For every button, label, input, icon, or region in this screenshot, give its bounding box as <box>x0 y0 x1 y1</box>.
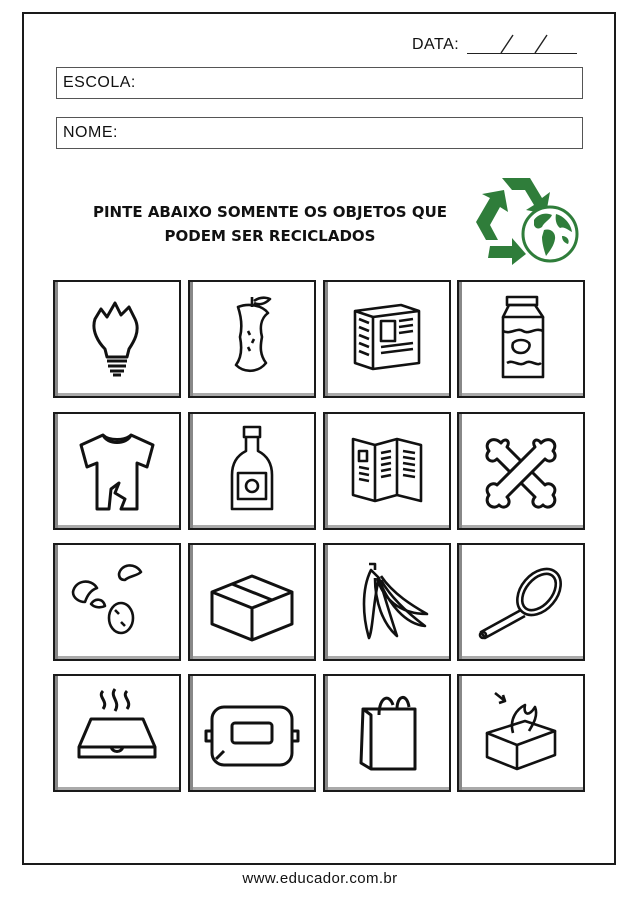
apple-core-icon <box>204 291 300 387</box>
grid-cell-pamphlet[interactable] <box>323 412 451 530</box>
newspaper-icon <box>339 291 435 387</box>
grid-cell-tissue-box[interactable] <box>457 674 585 792</box>
bone-icon <box>473 423 569 519</box>
instruction-line-2: PODEM SER RECICLADOS <box>164 227 376 245</box>
name-label: NOME: <box>63 124 118 141</box>
shopping-bag-icon <box>339 685 435 781</box>
banana-peel-icon <box>339 554 435 650</box>
instruction-line-1: PINTE ABAIXO SOMENTE OS OBJETOS QUE <box>92 203 448 221</box>
torn-shirt-icon <box>69 423 165 519</box>
grid-cell-hand-mirror[interactable] <box>457 543 585 661</box>
grid-cell-plastic-container[interactable] <box>188 674 316 792</box>
grid-cell-apple-core[interactable] <box>188 280 316 398</box>
grid-cell-egg-shells[interactable] <box>53 543 181 661</box>
tissue-box-icon <box>473 685 569 781</box>
school-label: ESCOLA: <box>63 74 136 91</box>
grid-cell-food-tray[interactable] <box>53 674 181 792</box>
grid-cell-banana-peel[interactable] <box>323 543 451 661</box>
grid-cell-torn-shirt[interactable] <box>53 412 181 530</box>
food-tray-icon <box>69 685 165 781</box>
grid-cell-newspaper[interactable] <box>323 280 451 398</box>
cardboard-box-icon <box>204 554 300 650</box>
glass-bottle-icon <box>204 423 300 519</box>
hand-mirror-icon <box>473 554 569 650</box>
grid-cell-cardboard-box[interactable] <box>188 543 316 661</box>
website-footer[interactable]: www.educador.com.br <box>242 870 398 887</box>
grid-cell-milk-carton[interactable] <box>457 280 585 398</box>
folded-pamphlet-icon <box>339 423 435 519</box>
date-row <box>412 30 577 54</box>
name-field[interactable] <box>56 117 583 149</box>
objects-grid <box>53 280 587 794</box>
broken-light-bulb-icon <box>69 291 165 387</box>
egg-shells-icon <box>69 554 165 650</box>
milk-carton-icon <box>473 291 569 387</box>
grid-cell-shopping-bag[interactable] <box>323 674 451 792</box>
date-field[interactable] <box>467 33 577 54</box>
grid-cell-bone[interactable] <box>457 412 585 530</box>
school-field[interactable] <box>56 67 583 99</box>
plastic-container-icon <box>204 685 300 781</box>
date-label: DATA: <box>412 36 460 53</box>
recycle-globe-icon <box>472 170 580 265</box>
instruction-title <box>70 200 470 248</box>
grid-cell-glass-bottle[interactable] <box>188 412 316 530</box>
grid-cell-light-bulb[interactable] <box>53 280 181 398</box>
